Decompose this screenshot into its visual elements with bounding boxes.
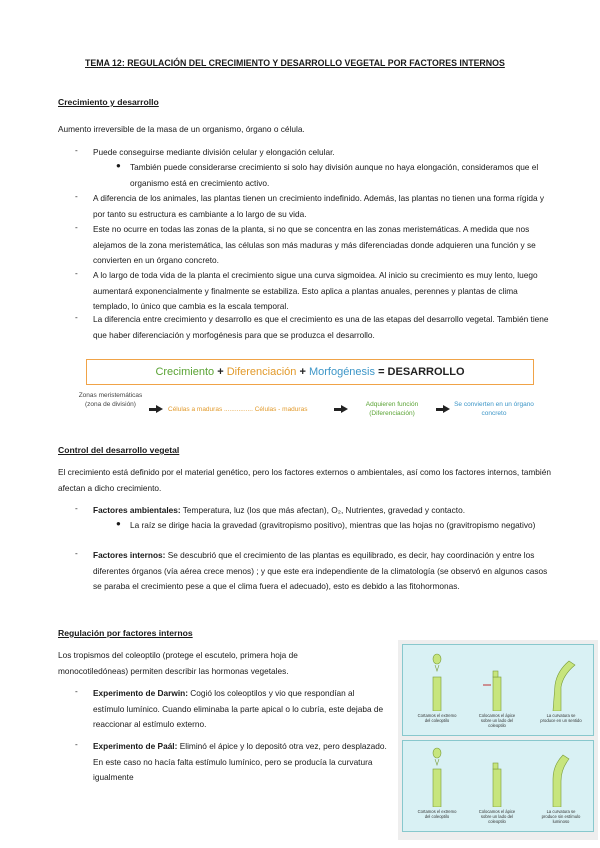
list-item: Este no ocurre en todas las zonas de la planta, si no que se concentra en las zonas meristemáticas. A medida que nos alejamos de la zona meristemática, las células son más maduras y más diferenciadas donde adquieren una función y se convierten en un órgano concreto.: [93, 224, 536, 265]
figure-caption: Cortamos el extremo del coleoptilo: [417, 713, 457, 723]
flow-step-celulas: Células a maduras ................ Células - maduras: [168, 406, 308, 413]
sub-list-item: La raíz se dirige hacia la gravedad (gravitropismo positivo), mientras que las hojas no (gravitropismo negativo): [130, 520, 536, 530]
sub-list-item: También puede considerarse crecimiento si solo hay división aunque no haya elongación, consideramos que el organismo está en crecimiento activo.: [130, 162, 539, 188]
figure-caption: Colocamos el ápice sobre un lado del coleoptilo: [478, 809, 516, 824]
heading-control: Control del desarrollo vegetal: [58, 445, 180, 455]
text-internos: Se descubrió que el crecimiento de las plantas es equilibrado, es decir, hay coordinación y entre los diferentes órganos (vía aérea crece menos) ; y que este era independiente de la climatología (se observó en algunos casos se paraba el crecimiento pese a que el clima fuera el adecuado), esto es debido a las fitohormonas.: [93, 550, 548, 591]
dash-marker: -: [75, 191, 78, 201]
formula-box: [86, 359, 534, 385]
page-title: TEMA 12: REGULACIÓN DEL CRECIMIENTO Y DESARROLLO VEGETAL POR FACTORES INTERNOS: [85, 58, 505, 68]
dash-marker: -: [75, 145, 78, 155]
arrow-right-icon: [334, 405, 348, 413]
list-item-darwin: [93, 686, 388, 733]
arrow-right-icon: [436, 405, 450, 413]
formula-morfogenesis: Morfogénesis: [308, 366, 375, 378]
coleoptile-figure: [398, 640, 598, 840]
text-paal: Eliminó el ápice y lo depositó otra vez, pero desplazado. En este caso no hacía falta estímulo lumínico, pero se producía la curvatura igualmente: [93, 741, 387, 782]
list-item: Puede conseguirse mediante división celular y elongación celular.: [93, 147, 335, 157]
list-item: A lo largo de toda vida de la planta el crecimiento sigue una curva sigmoidea. Al inicio su crecimiento es muy lento, luego aumentará exponencialmente y finalmente se estabiliza. Esto aplica a plantas anuales, perennes y plantas de clima templado, lo único que cambia es la escala temporal.: [93, 270, 538, 311]
label-ambientales: Factores ambientales:: [93, 505, 181, 515]
label-internos: Factores internos:: [93, 550, 166, 560]
flow-step-organo: Se convierten en un órgano concreto: [454, 401, 534, 417]
heading-regulacion: Regulación por factores internos: [58, 628, 193, 638]
list-item-ambientales: [93, 503, 553, 519]
coleoptile-illustration: [403, 747, 593, 807]
dash-marker: -: [75, 312, 78, 322]
flow-step-meristematicas: Zonas meristemáticas (zona de división): [78, 392, 143, 408]
figure-panel-top: [402, 644, 594, 736]
formula-plus: +: [299, 366, 306, 378]
figure-panel-bottom: [402, 740, 594, 832]
text-darwin: Cogió los coleoptilos y vio que respondían al estímulo lumínico. Cuando eliminaba la parte apical o lo cubría, este dejaba de reaccionar al estímulo externo.: [93, 688, 384, 729]
dash-marker: -: [75, 222, 78, 232]
coleoptile-illustration: [403, 651, 593, 711]
formula-crecimiento: Crecimiento: [155, 366, 215, 378]
intro-control: El crecimiento está definido por el material genético, pero los factores externos o ambientales, así como los factores internos, también afectan a dicho crecimiento.: [58, 467, 551, 493]
list-item: La diferencia entre crecimiento y desarrollo es que el crecimiento es una de las etapas del desarrollo vegetal. También tiene que haber diferenciación y morfogénesis para que se produzca el desarrollo.: [93, 314, 549, 340]
figure-caption: La curvatura se produce sin estímulo luminoso: [541, 809, 581, 824]
formula-diferenciacion: Diferenciación: [226, 366, 297, 378]
list-item: A diferencia de los animales, las plantas tienen un crecimiento indefinido. Además, las plantas no tienen una forma rígida y por tanto su estructura es cambiante a lo largo de su vida.: [93, 193, 545, 219]
dash-marker: -: [75, 548, 78, 558]
flow-step-diferenciacion: Adquieren función (Diferenciación): [365, 401, 419, 417]
formula-plus: +: [217, 366, 224, 378]
text-ambientales: Temperatura, luz (los que más afectan), O₂, Nutrientes, gravedad y contacto.: [180, 505, 466, 515]
figure-caption: Cortamos el extremo del coleoptilo: [417, 809, 457, 819]
bullet-marker: ●: [116, 519, 121, 528]
intro-regulacion: Los tropismos del coleoptilo (protege el escutelo, primera hoja de monocotiledóneas) permiten describir las hormonas vegetales.: [58, 650, 298, 676]
list-item-internos: [93, 548, 553, 595]
arrow-right-icon: [149, 405, 163, 413]
label-paal: Experimento de Paál:: [93, 741, 178, 751]
figure-caption: Colocamos el ápice sobre un lado del coleoptilo: [478, 713, 516, 728]
formula-desarrollo: = DESARROLLO: [378, 366, 465, 378]
list-item-paal: [93, 739, 388, 786]
figure-caption: La curvatura se produce en un sentido: [540, 713, 582, 723]
dash-marker: -: [75, 503, 78, 513]
dash-marker: -: [75, 739, 78, 749]
dash-marker: -: [75, 268, 78, 278]
label-darwin: Experimento de Darwin:: [93, 688, 188, 698]
intro-crecimiento: Aumento irreversible de la masa de un organismo, órgano o célula.: [58, 124, 305, 134]
bullet-marker: ●: [116, 161, 121, 170]
heading-crecimiento: Crecimiento y desarrollo: [58, 97, 159, 107]
dash-marker: -: [75, 686, 78, 696]
